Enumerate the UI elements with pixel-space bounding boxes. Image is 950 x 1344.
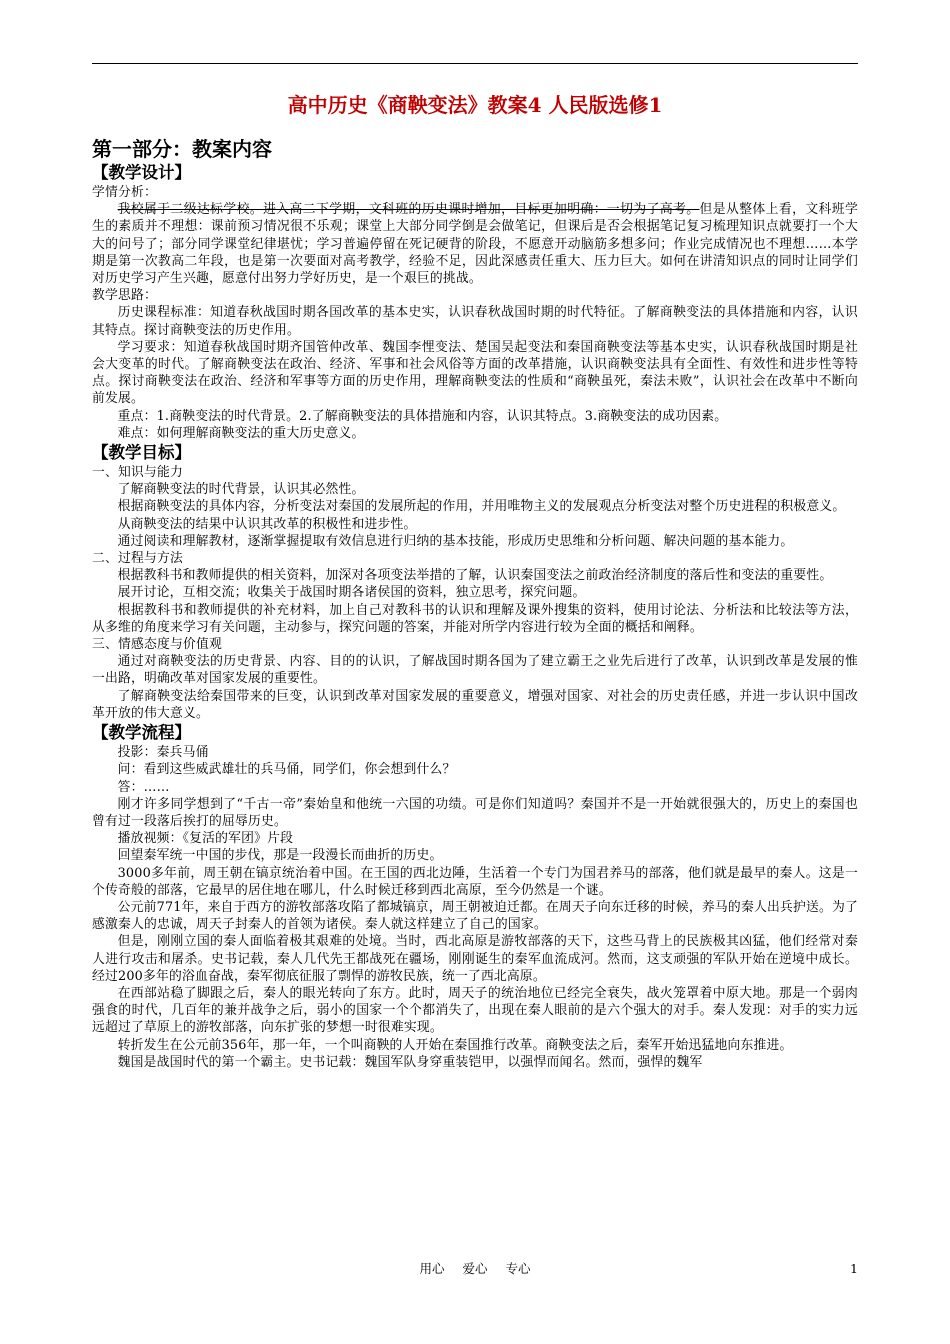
goal-2-item: 根据教科书和教师提供的补充材料，加上自己对教科书的认识和理解及课外搜集的资料，使用讨论法、分析法和比较法等方法，从多维的角度来学习有关问题，主动参与，探究问题的答案，并能对所学内容进行较为全面的概括和阐释。: [92, 602, 858, 635]
goal-1-item: 了解商鞅变法的时代背景，认识其必然性。: [117, 482, 365, 498]
goal-2-item: 展开讨论，互相交流；收集关于战国时期各诸侯国的资料，独立思考，探究问题。: [117, 585, 586, 601]
footer-motto: 用心 爱心 专心: [419, 1261, 531, 1276]
goal-1-heading: 一、知识与能力: [92, 465, 183, 481]
document-body: [92, 136, 858, 1071]
flow-paragraph: 刚才许多同学想到了“千古一帝”秦始皇和他统一六国的功绩。可是你们知道吗？秦国并不是一开始就很强大的，历史上的秦国也曾有过一段落后挨打的屈辱历史。: [92, 796, 858, 829]
flow-paragraph: 但是，刚刚立国的秦人面临着极其艰难的处境。当时，西北高原是游牧部落的天下，这些马背上的民族极其凶猛，他们经常对秦人进行攻击和屠杀。史书记载，秦人几代先王都战死在疆场，刚刚诞生的秦军血流成河。然而，这支顽强的军队开始在逆境中成长。经过200多年的浴血奋战，秦军彻底征服了剽悍的游牧民族，统一了西北高原。: [92, 934, 858, 984]
goal-2-heading: 二、过程与方法: [92, 551, 183, 567]
goal-1-item: 通过阅读和理解教材，逐渐掌握提取有效信息进行归纳的基本技能，形成历史思维和分析问题、解决问题的基本能力。: [117, 533, 794, 549]
xueqing-paragraph: [92, 201, 858, 287]
goal-3-item: 了解商鞅变法给秦国带来的巨变，认识到改革对国家发展的重要意义，增强对国家、对社会的历史责任感，并进一步认识中国改革开放的伟大意义。: [92, 688, 858, 721]
flow-paragraph: 播放视频：《复活的军团》片段: [117, 831, 294, 847]
xueqing-text: 但是从整体上看，文科班学生的素质并不理想：课前预习情况很不乐观；课堂上大部分同学倒是会做笔记，但课后是否会根据笔记复习梳理知识点就要打一个大大的问号了；部分同学课堂纪律堪忧；学习普遍停留在死记硬背的阶段，不愿意开动脑筋多想多问；作业完成情况也不理想……本学期是第一次教高二年段，也是第一次要面对高考教学，经验不足，因此深感责任重大、压力巨大。如何在讲清知识点的同时让同学们对历史学习产生兴趣，愿意付出努力学好历史，是一个艰巨的挑战。: [92, 202, 858, 287]
xueqing-strike-text: 我校属于二级达标学校。进入高二下学期，文科班的历史课时增加，目标更加明确：一切为了高考。: [117, 202, 700, 218]
flow-paragraph: 转折发生在公元前356年，那一年，一个叫商鞅的人开始在秦国推行改革。商鞅变法之后，秦军开始迅猛地向东推进。: [117, 1037, 793, 1053]
goal-1-item: 从商鞅变法的结果中认识其改革的积极性和进步性。: [117, 516, 417, 532]
flow-paragraph: 答：……: [117, 779, 170, 795]
goal-2-item: 根据教科书和教师提供的相关资料，加深对各项变法举措的了解，认识秦国变法之前政治经济制度的落后性和变法的重要性。: [117, 568, 833, 584]
silu-label: 教学思路：: [92, 288, 157, 304]
document-title: 高中历史《商鞅变法》教案4 人民版选修1: [287, 93, 663, 117]
page-number: 1: [850, 1261, 858, 1276]
header-rule: [92, 63, 858, 64]
learning-requirements: 学习要求：知道春秋战国时期齐国管仲改革、魏国李悝变法、楚国吴起变法和秦国商鞅变法等基本史实，认识春秋战国时期是社会大变革的时代。了解商鞅变法在政治、经济、军事和社会风俗等方面的改革措施，认识商鞅变法具有全面性、有效性和进步性等特点。探讨商鞅变法在政治、经济和军事等方面的历史作用，理解商鞅变法的性质和“商鞅虽死，秦法未败”，认识社会在改革中不断向前发展。: [92, 339, 858, 407]
section-heading-flow: 【教学流程】: [92, 723, 191, 743]
goal-3-heading: 三、情感态度与价值观: [92, 637, 222, 653]
goal-1-item: 根据商鞅变法的具体内容，分析变法对秦国的发展所起的作用，并用唯物主义的发展观点分析变法对整个历史进程的积极意义。: [117, 499, 846, 515]
part-heading: 第一部分：教案内容: [92, 137, 272, 161]
flow-paragraph: 投影：秦兵马俑: [117, 745, 209, 761]
section-heading-goals: 【教学目标】: [92, 443, 191, 463]
curriculum-standard: 历史课程标准：知道春秋战国时期各国改革的基本史实，认识春秋战国时期的时代特征。了解商鞅变法的具体措施和内容，认识其特点。探讨商鞅变法的历史作用。: [92, 305, 858, 338]
section-heading-design: 【教学设计】: [92, 163, 191, 182]
flow-paragraph: 3000多年前，周王朝在镐京统治着中国。在王国的西北边陲，生活着一个专门为国君养马的部落，他们就是最早的秦人。这是一个传奇般的部落，它最早的居住地在哪儿，什么时候迁移到西北高原，至今仍然是一个谜。: [92, 865, 858, 898]
key-points: 重点：1.商鞅变法的时代背景。2.了解商鞅变法的具体措施和内容，认识其特点。3.商鞅变法的成功因素。: [117, 408, 728, 424]
flow-paragraph: 在西部站稳了脚跟之后，秦人的眼光转向了东方。此时，周天子的统治地位已经完全衰失，战火笼罩着中原大地。那是一个弱肉强食的时代，几百年的兼并战争之后，弱小的国家一个个都消失了，出现在秦人眼前的是六个强大的对手。秦人发现：对手的实力远远超过了草原上的游牧部落，向东扩张的梦想一时很难实现。: [92, 985, 858, 1036]
flow-paragraph: 回望秦军统一中国的步伐，那是一段漫长而曲折的历史。: [117, 848, 443, 864]
goal-3-item: 通过对商鞅变法的历史背景、内容、目的的认识，了解战国时期各国为了建立霸王之业先后进行了改革，认识到改革是发展的惟一出路，明确改革对国家发展的重要性。: [92, 654, 858, 687]
xueqing-label: 学情分析：: [92, 185, 157, 200]
difficult-points: 难点：如何理解商鞅变法的重大历史意义。: [117, 425, 365, 441]
flow-paragraph: 魏国是战国时代的第一个霸主。史书记载：魏国军队身穿重装铠甲，以强悍而闻名。然而，强悍的魏军: [117, 1054, 703, 1070]
flow-paragraph: 公元前771年，来自于西方的游牧部落攻陷了都城镐京，周王朝被迫迁都。在周天子向东迁移的时候，养马的秦人出兵护送。为了感激秦人的忠诚，周天子封秦人的首领为诸侯。秦人就这样建立了自己的国家。: [92, 899, 858, 933]
flow-paragraph: 问：看到这些威武雄壮的兵马俑，同学们，你会想到什么？: [117, 762, 456, 778]
page-footer: [92, 1259, 858, 1279]
